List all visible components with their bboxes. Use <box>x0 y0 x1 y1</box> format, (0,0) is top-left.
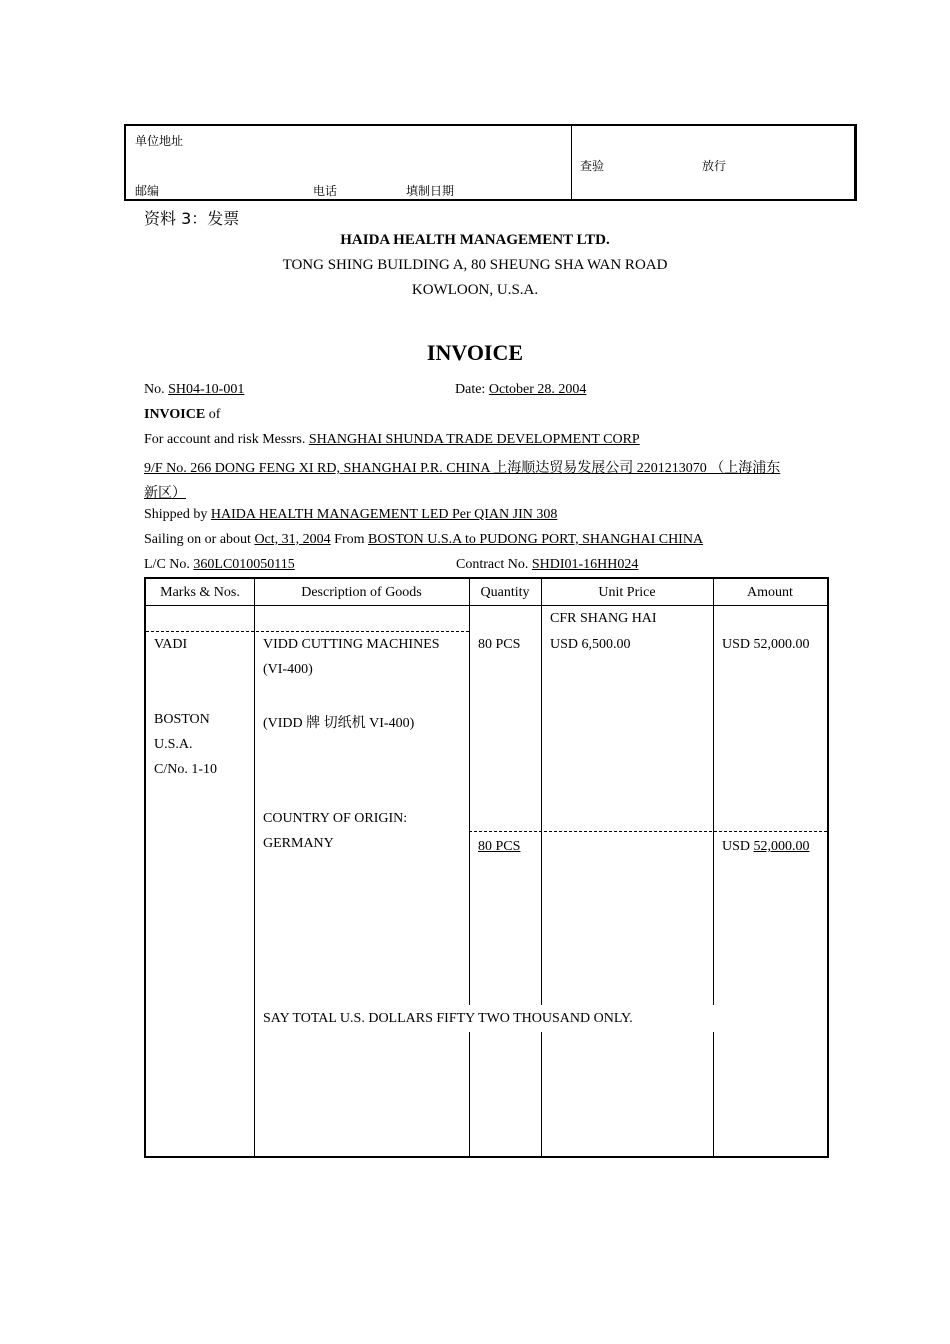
customs-form-box <box>124 124 857 201</box>
document-title: INVOICE <box>426 340 524 365</box>
route-value: BOSTON U.S.A to PUDONG PORT, SHANGHAI CHINA <box>368 532 704 547</box>
company-name: HAIDA HEALTH MANAGEMENT LTD. <box>340 232 610 248</box>
say-total: SAY TOTAL U.S. DOLLARS FIFTY TWO THOUSAND ONLY. <box>263 1011 633 1026</box>
header-marks: Marks & Nos. <box>160 585 240 600</box>
sailing-line <box>144 532 703 548</box>
invoice-of-bold: INVOICE <box>144 407 206 422</box>
dashed-divider <box>469 831 827 832</box>
account-label: For account and risk Messrs. <box>144 432 306 447</box>
company-address-line1: TONG SHING BUILDING A, 80 SHEUNG SHA WAN ROAD <box>282 257 668 273</box>
invoice-date-line <box>455 382 586 398</box>
fill-date-label: 填制日期 <box>406 184 455 198</box>
phone-label: 电话 <box>313 184 338 198</box>
contract-label: Contract No. <box>456 557 529 572</box>
col-divider <box>469 1032 470 1156</box>
mark-line: U.S.A. <box>154 737 193 752</box>
account-line <box>144 432 640 448</box>
invoice-of-rest: of <box>205 407 221 422</box>
mark-line: VADI <box>154 637 188 652</box>
contract-value: SHDI01-16HH024 <box>531 557 639 572</box>
invoice-date-label: Date: <box>455 382 486 397</box>
col-divider <box>541 579 542 1005</box>
lc-label: L/C No. <box>144 557 190 572</box>
sailing-date: Oct, 31, 2004 <box>254 532 331 547</box>
account-address-line2: 新区） <box>144 486 186 501</box>
mark-line: BOSTON <box>154 712 210 727</box>
shipped-value: HAIDA HEALTH MANAGEMENT LED Per QIAN JIN 308 <box>210 507 558 522</box>
contract-line <box>456 557 638 573</box>
account-address-line1: 9/F No. 266 DONG FENG XI RD, SHANGHAI P.R. CHINA 上海顺达贸易发展公司 2201213070 （上海浦东 <box>144 461 781 476</box>
col-divider <box>469 579 470 1005</box>
section-label: 资料 3：发票 <box>144 209 240 228</box>
invoice-date-value: October 28. 2004 <box>488 382 587 397</box>
description-line: VIDD CUTTING MACHINES <box>263 637 440 652</box>
total-amount <box>722 839 810 855</box>
header-amount: Amount <box>747 585 793 600</box>
invoice-no-label: No. <box>144 382 165 397</box>
header-divider <box>146 605 827 606</box>
description-line: (VIDD 牌 切纸机 VI-400) <box>263 716 415 731</box>
amount-value: USD 52,000.00 <box>722 637 810 652</box>
dashed-divider <box>146 631 469 632</box>
form-box-divider <box>571 126 572 199</box>
account-value: SHANGHAI SHUNDA TRADE DEVELOPMENT CORP <box>308 432 640 447</box>
total-amount-value: 52,000.00 <box>753 839 810 854</box>
invoice-of-line <box>144 407 220 423</box>
release-label: 放行 <box>702 159 727 173</box>
sailing-label: Sailing on or about <box>144 532 251 547</box>
inspect-label: 查验 <box>580 159 605 173</box>
lc-value: 360LC010050115 <box>193 557 295 572</box>
invoice-number-line <box>144 382 244 398</box>
goods-table <box>144 577 829 1158</box>
price-terms: CFR SHANG HAI <box>550 611 657 626</box>
lc-line <box>144 557 295 573</box>
address-label: 单位地址 <box>135 134 184 148</box>
total-amount-prefix: USD <box>722 839 751 854</box>
col-divider <box>541 1032 542 1156</box>
col-divider <box>713 579 714 1005</box>
description-line: COUNTRY OF ORIGIN: <box>263 811 408 826</box>
from-label: From <box>334 532 365 547</box>
quantity-value: 80 PCS <box>478 637 521 652</box>
shipped-line <box>144 507 557 523</box>
invoice-no-value: SH04-10-001 <box>168 382 245 397</box>
postcode-label: 邮编 <box>135 184 160 198</box>
col-divider <box>254 579 255 1156</box>
company-address-line2: KOWLOON, U.S.A. <box>411 282 539 298</box>
header-description: Description of Goods <box>301 585 422 600</box>
header-quantity: Quantity <box>480 585 530 600</box>
description-line: GERMANY <box>263 836 334 851</box>
header-unit-price: Unit Price <box>598 585 656 600</box>
mark-line: C/No. 1-10 <box>154 762 217 777</box>
shipped-label: Shipped by <box>144 507 208 522</box>
total-quantity: 80 PCS <box>478 839 521 854</box>
col-divider <box>713 1032 714 1156</box>
unit-price-value: USD 6,500.00 <box>550 637 631 652</box>
description-line: (VI-400) <box>263 662 313 677</box>
